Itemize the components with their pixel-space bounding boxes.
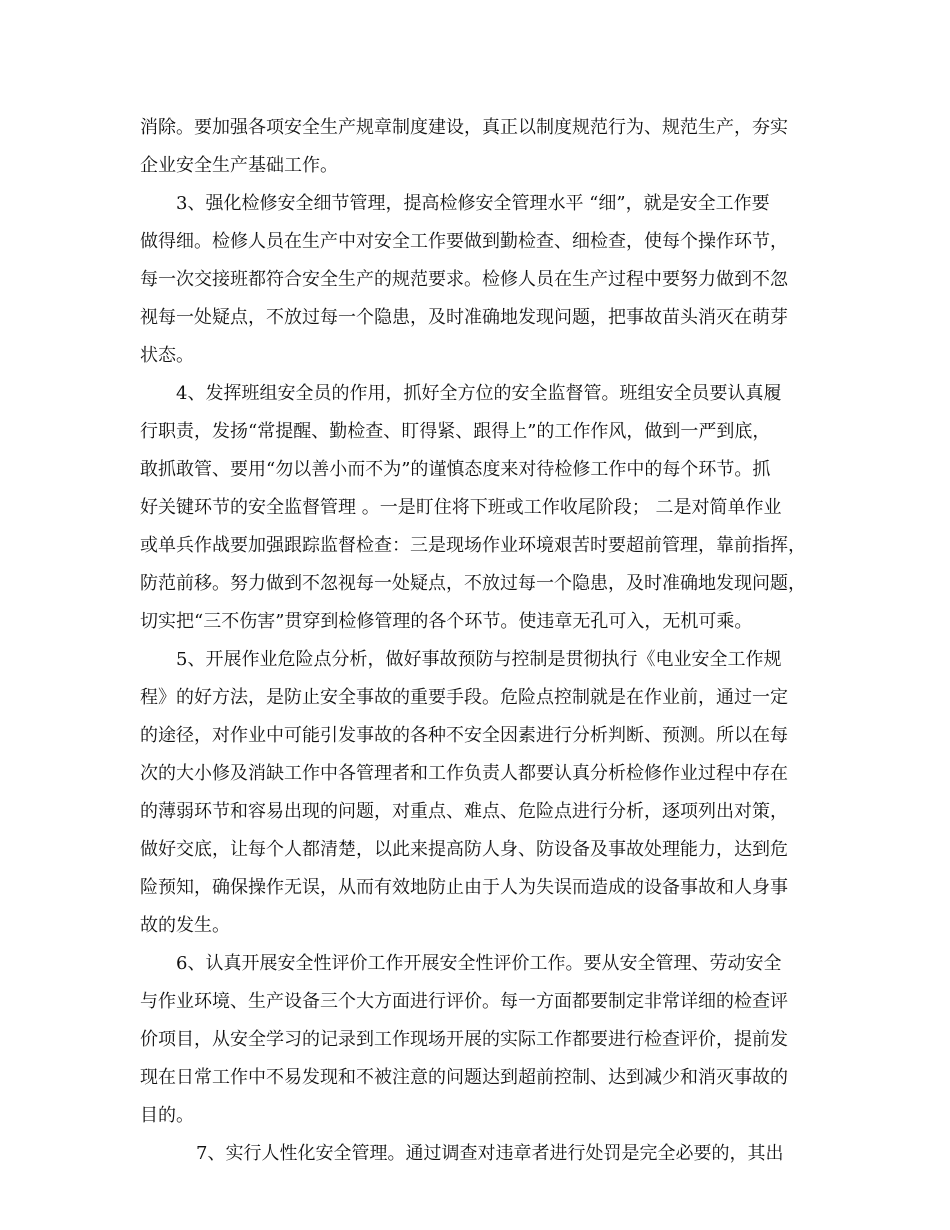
text-line: 消除。要加强各项安全生产规章制度建设，真正以制度规范行为、规范生产，夯实 (140, 117, 788, 138)
text-line: 故的发生。 (140, 915, 230, 936)
text-line: 企业安全生产基础工作。 (140, 155, 338, 176)
text-line: 做好交底，让每个人都清楚，以此来提高防人身、防设备及事故处理能力，达到危 (140, 839, 788, 860)
text-line: 险预知，确保操作无误，从而有效地防止由于人为失误而造成的设备事故和人身事 (140, 877, 788, 898)
text-line: 做得细。检修人员在生产中对安全工作要做到勤检查、细检查，使每个操作环节， (140, 231, 788, 252)
text-line: 或单兵作战要加强跟踪监督检查：三是现场作业环境艰苦时要超前管理，靠前指挥， (140, 535, 806, 556)
text-line: 每一次交接班都符合安全生产的规范要求。检修人员在生产过程中要努力做到不忽 (140, 269, 788, 290)
text-line: 敢抓敢管、要用“勿以善小而不为”的谨慎态度来对待检修工作中的每个环节。抓 (140, 459, 771, 480)
text-line: 次的大小修及消缺工作中各管理者和工作负责人都要认真分析检修作业过程中存在 (140, 763, 788, 784)
text-line: 的途径，对作业中可能引发事故的各种不安全因素进行分析判断、预测。所以在每 (140, 725, 788, 746)
text-line: 现在日常工作中不易发现和不被注意的问题达到超前控制、达到减少和消灭事故的 (140, 1067, 788, 1088)
text-line: 好关键环节的安全监督管理 。一是盯住将下班或工作收尾阶段； 二是对简单作业 (140, 497, 782, 518)
text-line: 状态。 (140, 345, 194, 366)
text-line: 防范前移。努力做到不忽视每一处疑点，不放过每一个隐患，及时准确地发现问题， (140, 573, 806, 594)
text-line: 的薄弱环节和容易出现的问题，对重点、难点、危险点进行分析，逐项列出对策， (140, 801, 788, 822)
text-line: 与作业环境、生产设备三个大方面进行评价。每一方面都要制定非常详细的检查评 (140, 991, 788, 1012)
text-line: 视每一处疑点，不放过每一个隐患，及时准确地发现问题，把事故苗头消灭在萌芽 (140, 307, 788, 328)
paragraph-5-start: 5、开展作业危险点分析，做好事故预防与控制是贯彻执行《电业安全工作规 (176, 649, 782, 670)
paragraph-7-start: 7、实行人性化安全管理。通过调查对违章者进行处罚是完全必要的，其出 (196, 1143, 784, 1164)
text-line: 程》的好方法，是防止安全事故的重要手段。危险点控制就是在作业前，通过一定 (140, 687, 788, 708)
text-line: 行职责，发扬“常提醒、勤检查、盯得紧、跟得上”的工作作风，做到一严到底， (140, 421, 771, 442)
paragraph-6-start: 6、认真开展安全性评价工作开展安全性评价工作。要从安全管理、劳动安全 (176, 953, 782, 974)
paragraph-4-start: 4、发挥班组安全员的作用，抓好全方位的安全监督管。班组安全员要认真履 (176, 383, 782, 404)
text-line: 价项目，从安全学习的记录到工作现场开展的实际工作都要进行检查评价，提前发 (140, 1029, 788, 1050)
text-line: 切实把“三不伤害”贯穿到检修管理的各个环节。使违章无孔可入，无机可乘。 (140, 611, 753, 632)
paragraph-3-start: 3、强化检修安全细节管理，提高检修安全管理水平 “细”，就是安全工作要 (176, 193, 770, 214)
text-line: 目的。 (140, 1105, 194, 1126)
